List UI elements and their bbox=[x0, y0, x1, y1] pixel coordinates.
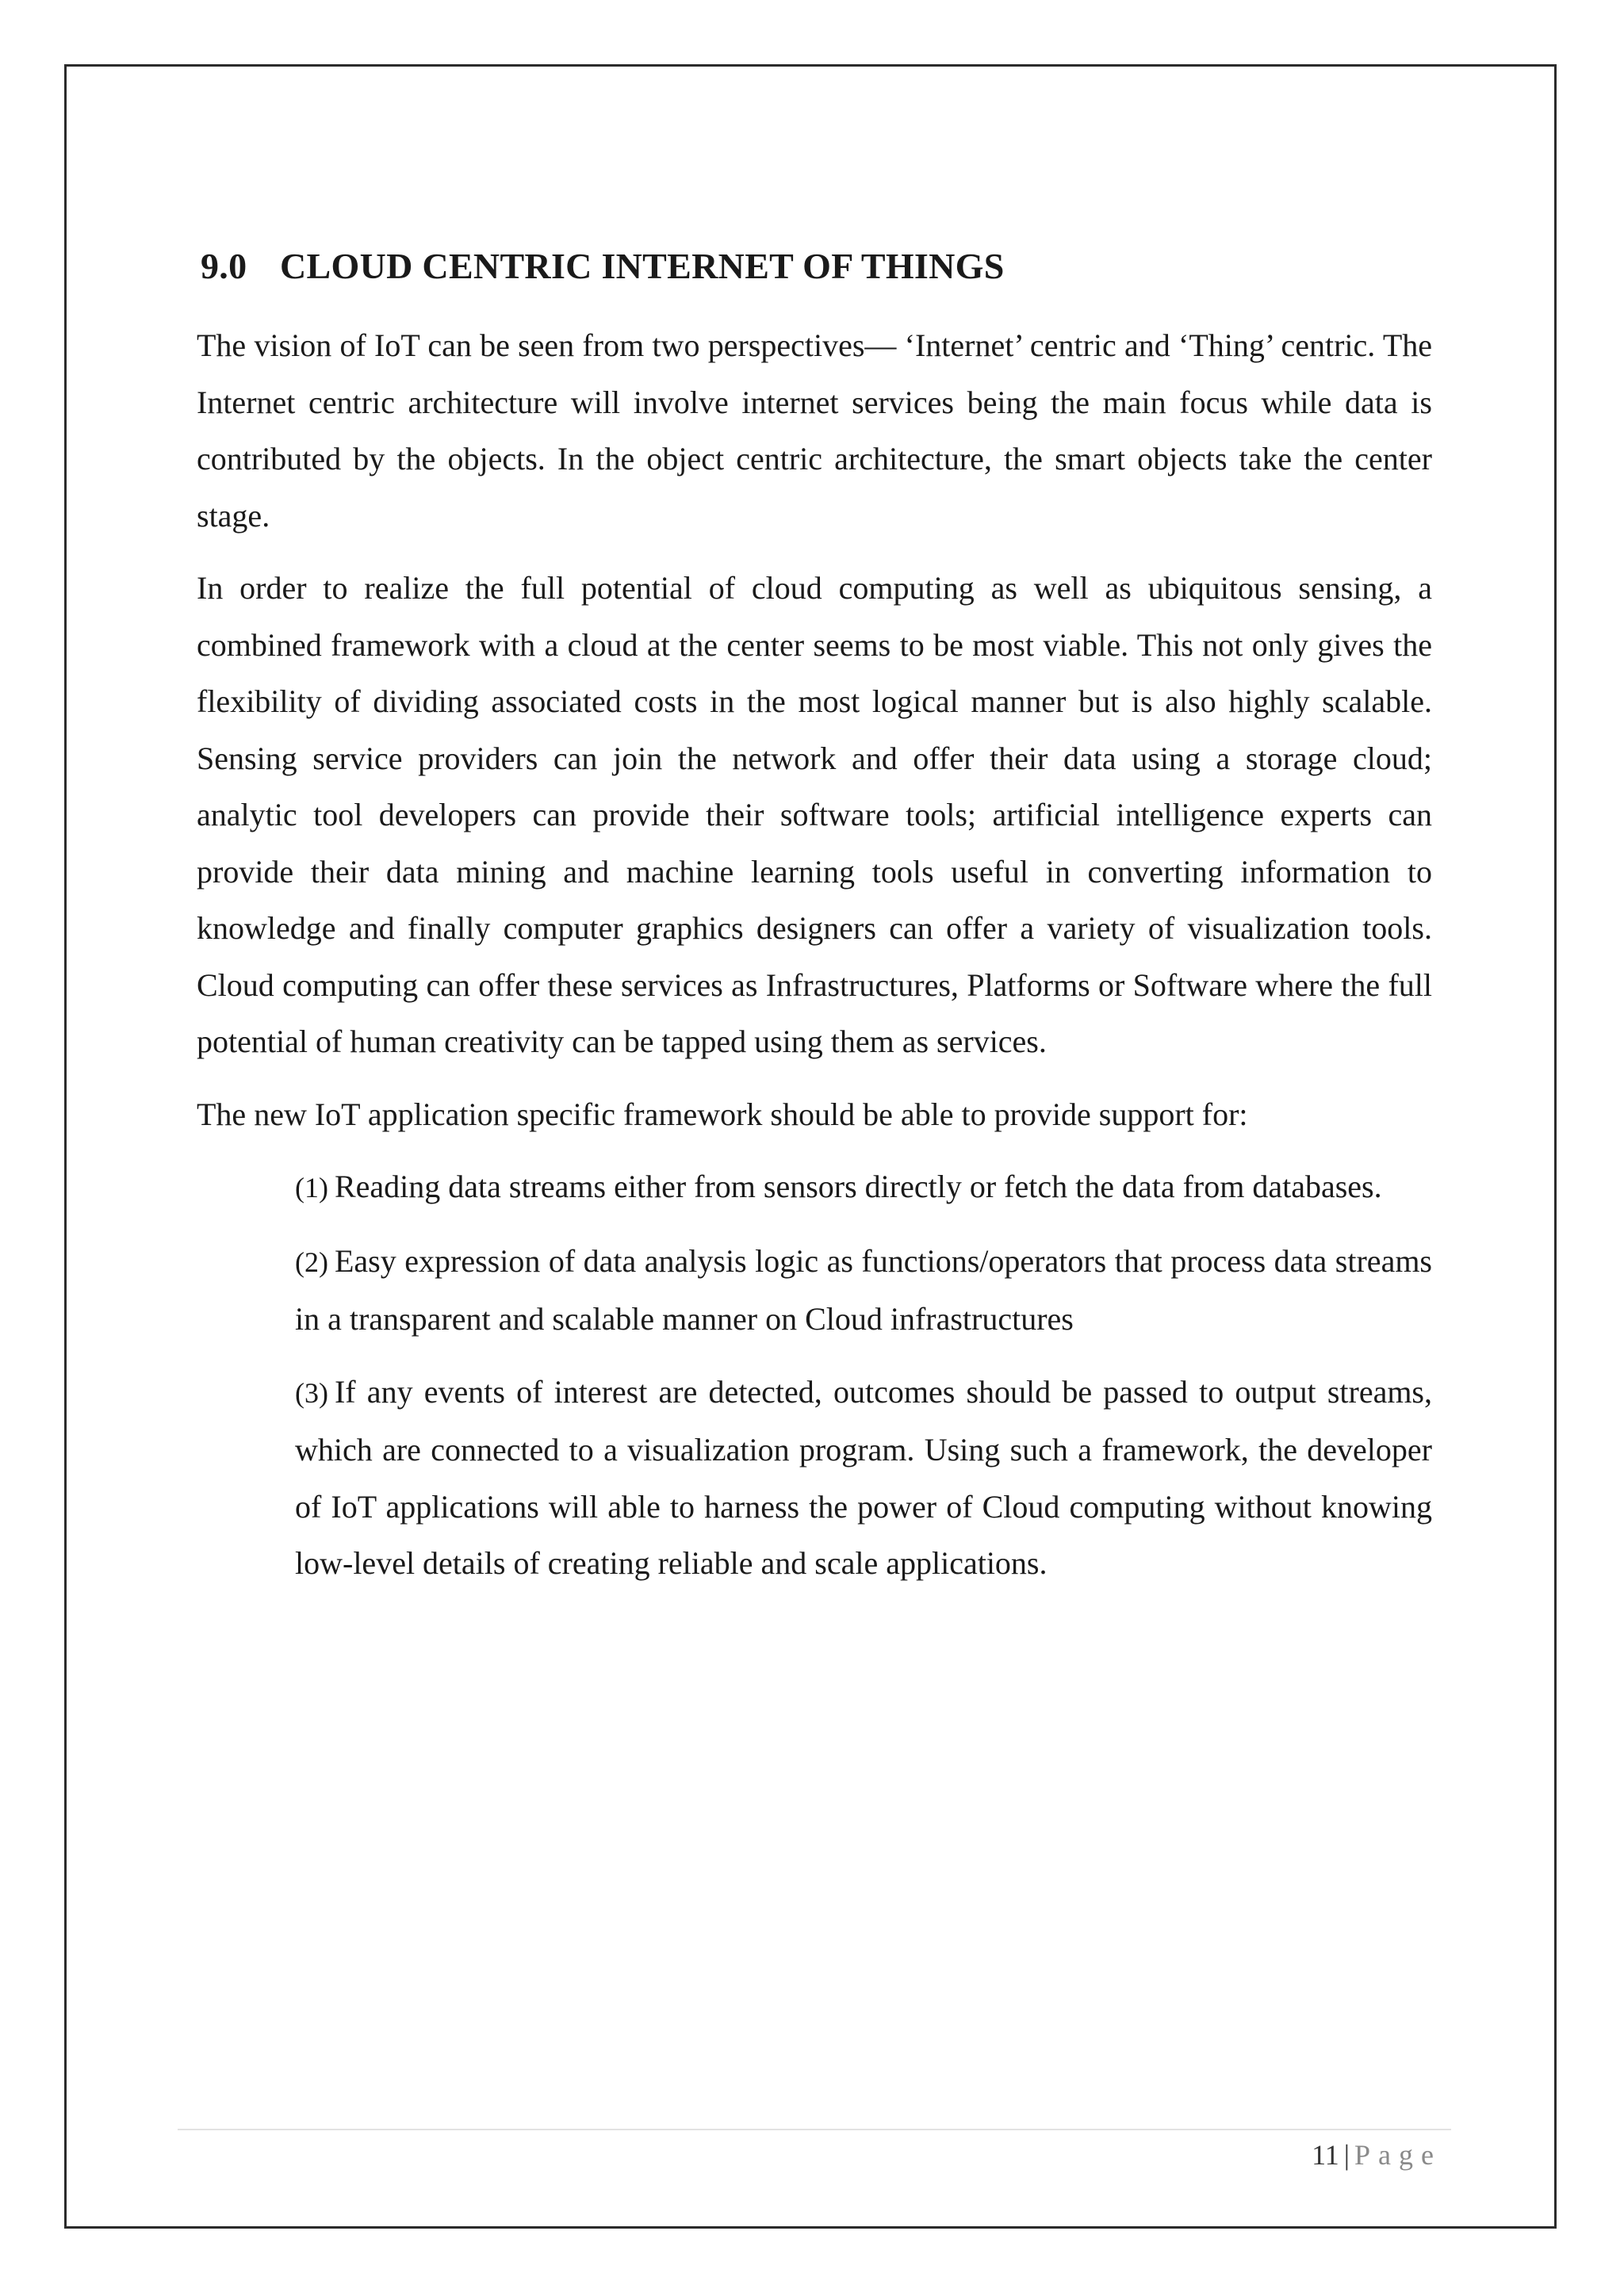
list-item-text: Easy expression of data analysis logic as functions/operators that process data streams in a transparent and scalable manner on Cloud infrastructures bbox=[295, 1242, 1432, 1337]
list-item bbox=[295, 1364, 1432, 1592]
list-marker: (1) bbox=[295, 1172, 328, 1203]
section-heading bbox=[201, 238, 1432, 295]
list-item-text: If any events of interest are detected, outcomes should be passed to output streams, which are connected to a visualization program. Using such a framework, the developer of IoT applications will able to harness the power of Cloud computing without knowing low-level details of creating reliable and scale applications. bbox=[295, 1373, 1432, 1581]
page-label: Page bbox=[1354, 2139, 1442, 2171]
footer-divider bbox=[178, 2129, 1451, 2130]
list-item bbox=[295, 1233, 1432, 1348]
page-footer bbox=[1312, 2133, 1442, 2177]
support-list bbox=[197, 1158, 1432, 1592]
paragraph-framework: In order to realize the full potential of cloud computing as well as ubiquitous sensing, a combined framework with a cloud at the center seems to be most viable. This not only gives the flexibility of dividing associated costs in the most logical manner but is also highly scalable. Sensing service providers can join the network and offer their data using a storage cloud; analytic tool developers can provide their software tools; artificial intelligence experts can provide their data mining and machine learning tools useful in converting information to knowledge and finally computer graphics designers can offer a variety of visualization tools. Cloud computing can offer these services as Infrastructures, Platforms or Software where the full potential of human creativity can be tapped using them as services. bbox=[197, 570, 1432, 1059]
paragraph-support-intro: The new IoT application specific framework should be able to provide support for: bbox=[197, 1096, 1248, 1132]
list-marker: (3) bbox=[295, 1376, 328, 1409]
document-body bbox=[197, 238, 1432, 1608]
page-number: 11 bbox=[1312, 2139, 1339, 2171]
footer-separator: | bbox=[1343, 2139, 1350, 2171]
list-item bbox=[295, 1158, 1432, 1217]
list-marker: (2) bbox=[295, 1246, 328, 1278]
paragraph-vision: The vision of IoT can be seen from two perspectives— ‘Internet’ centric and ‘Thing’ centric. The Internet centric architecture will involve internet services being the main focus while data is contributed by the objects. In the object centric architecture, the smart objects take the center stage. bbox=[197, 327, 1432, 534]
list-item-text: Reading data streams either from sensors directly or fetch the data from databases. bbox=[334, 1169, 1382, 1204]
section-title: CLOUD CENTRIC INTERNET OF THINGS bbox=[280, 246, 1005, 286]
section-number: 9.0 bbox=[201, 246, 247, 286]
